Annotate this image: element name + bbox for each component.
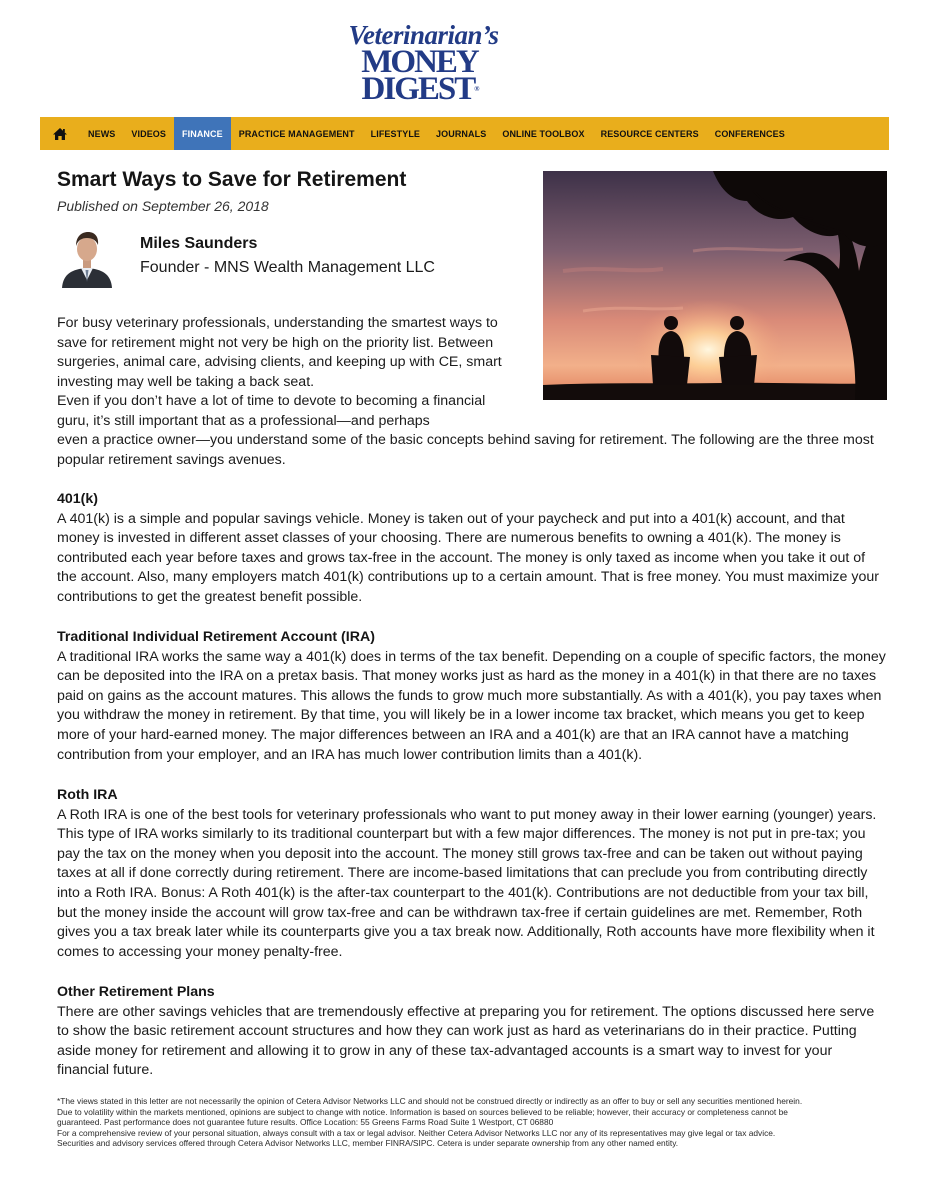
nav-item-online-toolbox[interactable]: ONLINE TOOLBOX	[502, 128, 585, 139]
intro-paragraph-continued: even a practice owner—you understand some of the basic concepts behind saving for retirement. The following are the three most popular retirement savings avenues.	[57, 432, 874, 468]
hero-image	[543, 171, 887, 400]
disclaimer-line: For a comprehensive review of your personal situation, always consult with a tax or legal advisor. Neither Cetera Advisor Networks LLC nor any of its representatives may give legal or tax advice.	[57, 1127, 776, 1138]
section-body: There are other savings vehicles that are tremendously effective at preparing you for retirement. The options discussed here serve to show the basic retirement account structures and how they can work just as hard as veterinarians do in their practice. Putting aside money for retirement and allowing it to grow in any of these tax-advantaged accounts is a smart way to invest for your financial future.	[57, 1003, 875, 1079]
section-traditional-ira	[57, 628, 887, 765]
intro-text-1: For busy veterinary professionals, understanding the smartest ways to save for retirement might not very be high on the priority list. Between surgeries, animal care, advising clients, and keeping up with CE, smart investing may well be taking a back seat.	[57, 315, 502, 390]
nav-item-lifestyle[interactable]: LIFESTYLE	[370, 128, 421, 139]
nav-home[interactable]	[40, 117, 80, 150]
site-logo[interactable]	[340, 20, 499, 107]
disclaimer-line: Securities and advisory services offered through Cetera Advisor Networks LLC, member FINRA/SIPC. Cetera is under separate ownership from any other named entity.	[57, 1138, 679, 1149]
section-roth-ira	[57, 786, 887, 962]
publish-date: Published on September 26, 2018	[57, 198, 269, 214]
nav-item-journals[interactable]: JOURNALS	[436, 128, 487, 139]
logo-line-1: Veterinarian’s	[348, 20, 499, 50]
section-heading: Traditional Individual Retirement Account (IRA)	[57, 629, 375, 645]
section-body: A 401(k) is a simple and popular savings vehicle. Money is taken out of your paycheck and put into a 401(k) account, and that money is invested in different asset classes of your choosing. There are numerous benefits to owning a 401(k). The money is contributed each year before taxes and grows tax-free in the account. The money is only taxed as income when you take it out of the account. Also, many employers match 401(k) contributions up to a certain amount. That is free money. You must maximize your contributions to get the greatest benefit possible.	[57, 510, 879, 605]
intro-text-2a: Even if you don’t have a lot of time to devote to becoming a financial guru, it’s still important that as a professional—and perhaps	[57, 393, 486, 429]
article-title: Smart Ways to Save for Retirement	[57, 168, 407, 191]
logo-registered-mark: ®	[474, 85, 478, 93]
disclaimer-line: Due to volatility within the markets mentioned, opinions are subject to change with notice. Information is based on sources believed to be reliable; however, their accuracy or completeness cannot be	[57, 1106, 788, 1117]
logo-line-2: MONEY	[361, 44, 478, 80]
nav-item-resource-centers[interactable]: RESOURCE CENTERS	[600, 128, 699, 139]
disclaimer	[57, 1096, 887, 1149]
main-nav	[40, 117, 889, 150]
logo-line-3	[340, 71, 498, 107]
nav-item-videos[interactable]: VIDEOS	[131, 128, 167, 139]
disclaimer-line: guaranteed. Past performance does not guarantee future results. Office Location: 55 Greens Farms Road Suite 1 Westport, CT 06880	[57, 1117, 554, 1128]
section-heading: Other Retirement Plans	[57, 984, 215, 1000]
logo-line-3-text: DIGEST	[361, 71, 475, 107]
author-avatar	[60, 226, 114, 288]
masthead	[0, 20, 927, 107]
disclaimer-line: *The views stated in this letter are not necessarily the opinion of Cetera Advisor Networks LLC and should not be construed directly or indirectly as an offer to buy or sell any securities mentioned herein.	[57, 1096, 803, 1106]
section-401k	[57, 490, 887, 608]
nav-item-finance[interactable]: FINANCE	[174, 117, 231, 150]
home-icon	[52, 127, 68, 141]
section-body: A traditional IRA works the same way a 401(k) does in terms of the tax benefit. Depending on a couple of specific factors, the money can be deposited into the IRA on a pretax basis. That money works just as hard as the money in a 401(k) in that there are no taxes paid on gains as the account matures. This allows the funds to grow much more substantially. As with a 401(k), you pay taxes when you withdraw the money in retirement. By that time, you will likely be in a lower income tax bracket, which means you get to keep more of your hard-earned money. The major differences between an IRA and a 401(k) are that an IRA cannot have a matching contribution from your employer, and an IRA has much lower contribution limits than a 401(k).	[57, 648, 886, 763]
section-body: A Roth IRA is one of the best tools for veterinary professionals who want to put money away in their lower earning (younger) years. This type of IRA works similarly to its traditional counterpart but with a few major differences. The money is not put in pre-tax; you pay the tax on the money when you deposit into the account. The money still grows tax-free and can be taken out without paying taxes at all if done correctly during retirement. There are income-based limitations that can preclude you from contributing directly into a Roth IRA. Bonus: A Roth 401(k) is the after-tax counterpart to the 401(k). Contributions are not deductible from your tax bill, but the money inside the account will grow tax-free and can be withdrawn tax-free if certain guidelines are met. Remember, Roth gives you a tax break later while its counterparts give you a tax break now. Additionally, Roth accounts have more flexibility when it comes to accessing your money penalty-free.	[57, 806, 877, 960]
nav-item-news[interactable]: NEWS	[88, 128, 116, 139]
author-title: Founder - MNS Wealth Management LLC	[140, 259, 435, 276]
nav-item-conferences[interactable]: CONFERENCES	[714, 128, 785, 139]
author-name[interactable]: Miles Saunders	[140, 235, 258, 252]
section-heading: 401(k)	[57, 491, 99, 507]
nav-item-practice-management[interactable]: PRACTICE MANAGEMENT	[238, 128, 355, 139]
section-other-plans	[57, 983, 887, 1081]
section-heading: Roth IRA	[57, 787, 118, 803]
intro-paragraph	[57, 314, 502, 432]
